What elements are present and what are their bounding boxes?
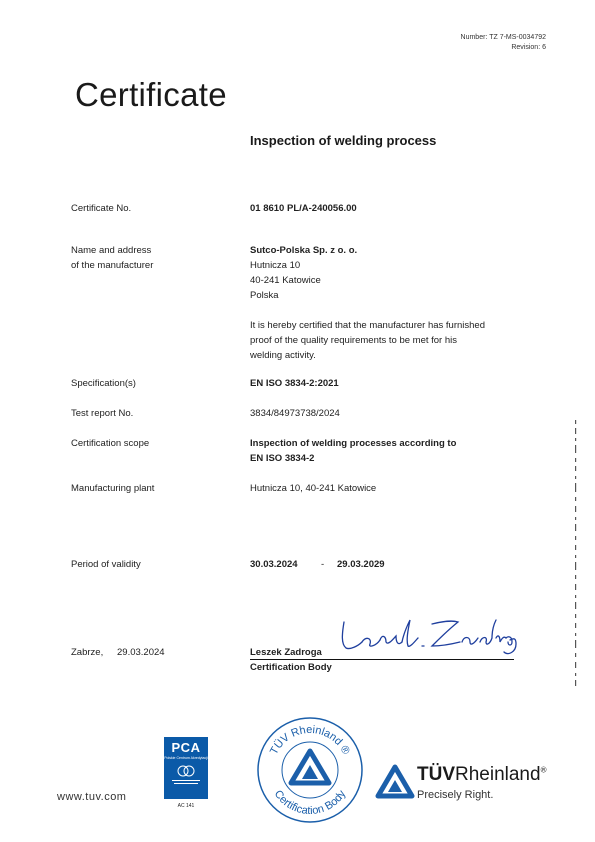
plant-value: Hutnicza 10, 40-241 Katowice (250, 483, 377, 494)
statement-line: It is hereby certified that the manufacturer has furnished (250, 320, 485, 331)
scope-line: EN ISO 3834-2 (250, 453, 315, 464)
address-line: 40-241 Katowice (250, 275, 321, 286)
tuv-triangle-logo-icon (375, 764, 415, 800)
certification-statement (250, 318, 485, 363)
website-url: www.tuv.com (57, 791, 127, 803)
manufacturer-label-line: of the manufacturer (71, 260, 154, 271)
specification-label: Specification(s) (71, 378, 136, 389)
signer-name: Leszek Zadroga (250, 647, 322, 658)
pca-title: PCA (171, 740, 201, 755)
document-number-block (461, 33, 546, 53)
page-subtitle: Inspection of welding process (250, 133, 437, 148)
scope-line: Inspection of welding processes according to (250, 438, 457, 449)
side-barcode-text (571, 420, 581, 690)
statement-line: welding activity. (250, 350, 316, 361)
brand-tagline: Precisely Right. (417, 789, 494, 801)
issue-place: Zabrze, (71, 647, 104, 658)
handwritten-signature (336, 612, 521, 660)
seal-text-top: TÜV Rheinland ® (267, 723, 352, 757)
scope-value (250, 436, 456, 466)
validity-separator: - (321, 559, 325, 570)
brand-registered: ® (540, 765, 547, 775)
manufacturer-address (250, 243, 357, 303)
pca-badge (164, 737, 208, 799)
certificate-no-value: 01 8610 PL/A-240056.00 (250, 203, 357, 214)
pca-subtitle: Polskie Centrum Akredytacji (164, 756, 208, 760)
address-line: Hutnicza 10 (250, 260, 301, 271)
issue-date: 29.03.2024 (117, 647, 165, 658)
pca-emblem-icon (164, 760, 208, 790)
pca-accreditation-logo (164, 737, 208, 815)
test-report-value: 3834/84973738/2024 (250, 408, 340, 419)
tuv-triangle-icon (291, 751, 329, 783)
plant-label: Manufacturing plant (71, 483, 155, 494)
document-number: Number: TZ 7-MS-0034792 (460, 34, 546, 41)
document-revision: Revision: 6 (511, 44, 546, 51)
validity-label: Period of validity (71, 559, 141, 570)
brand-name-rest: Rheinland (455, 764, 541, 785)
brand-name-bold: TÜV (417, 764, 455, 785)
specification-value: EN ISO 3834-2:2021 (250, 378, 339, 389)
manufacturer-label (71, 243, 153, 273)
statement-line: proof of the quality requirements to be met for his (250, 335, 457, 346)
address-line: Polska (250, 290, 279, 301)
manufacturer-label-line: Name and address (71, 245, 152, 256)
validity-from: 30.03.2024 (250, 559, 298, 570)
brand-name (417, 764, 546, 786)
seal-text-bottom: Certification Body (271, 788, 349, 818)
page-title: Certificate (75, 76, 227, 113)
tuv-certification-seal (255, 715, 365, 825)
certificate-no-label: Certificate No. (71, 203, 132, 214)
validity-to: 29.03.2029 (337, 559, 385, 570)
test-report-label: Test report No. (71, 408, 134, 419)
pca-code: AC 141 (177, 803, 195, 809)
svg-text:Certification Body (272, 788, 349, 817)
signer-role: Certification Body (250, 662, 332, 673)
tuv-rheinland-logo (375, 762, 550, 812)
scope-label: Certification scope (71, 438, 150, 449)
manufacturer-company: Sutco-Polska Sp. z o. o. (250, 245, 358, 256)
